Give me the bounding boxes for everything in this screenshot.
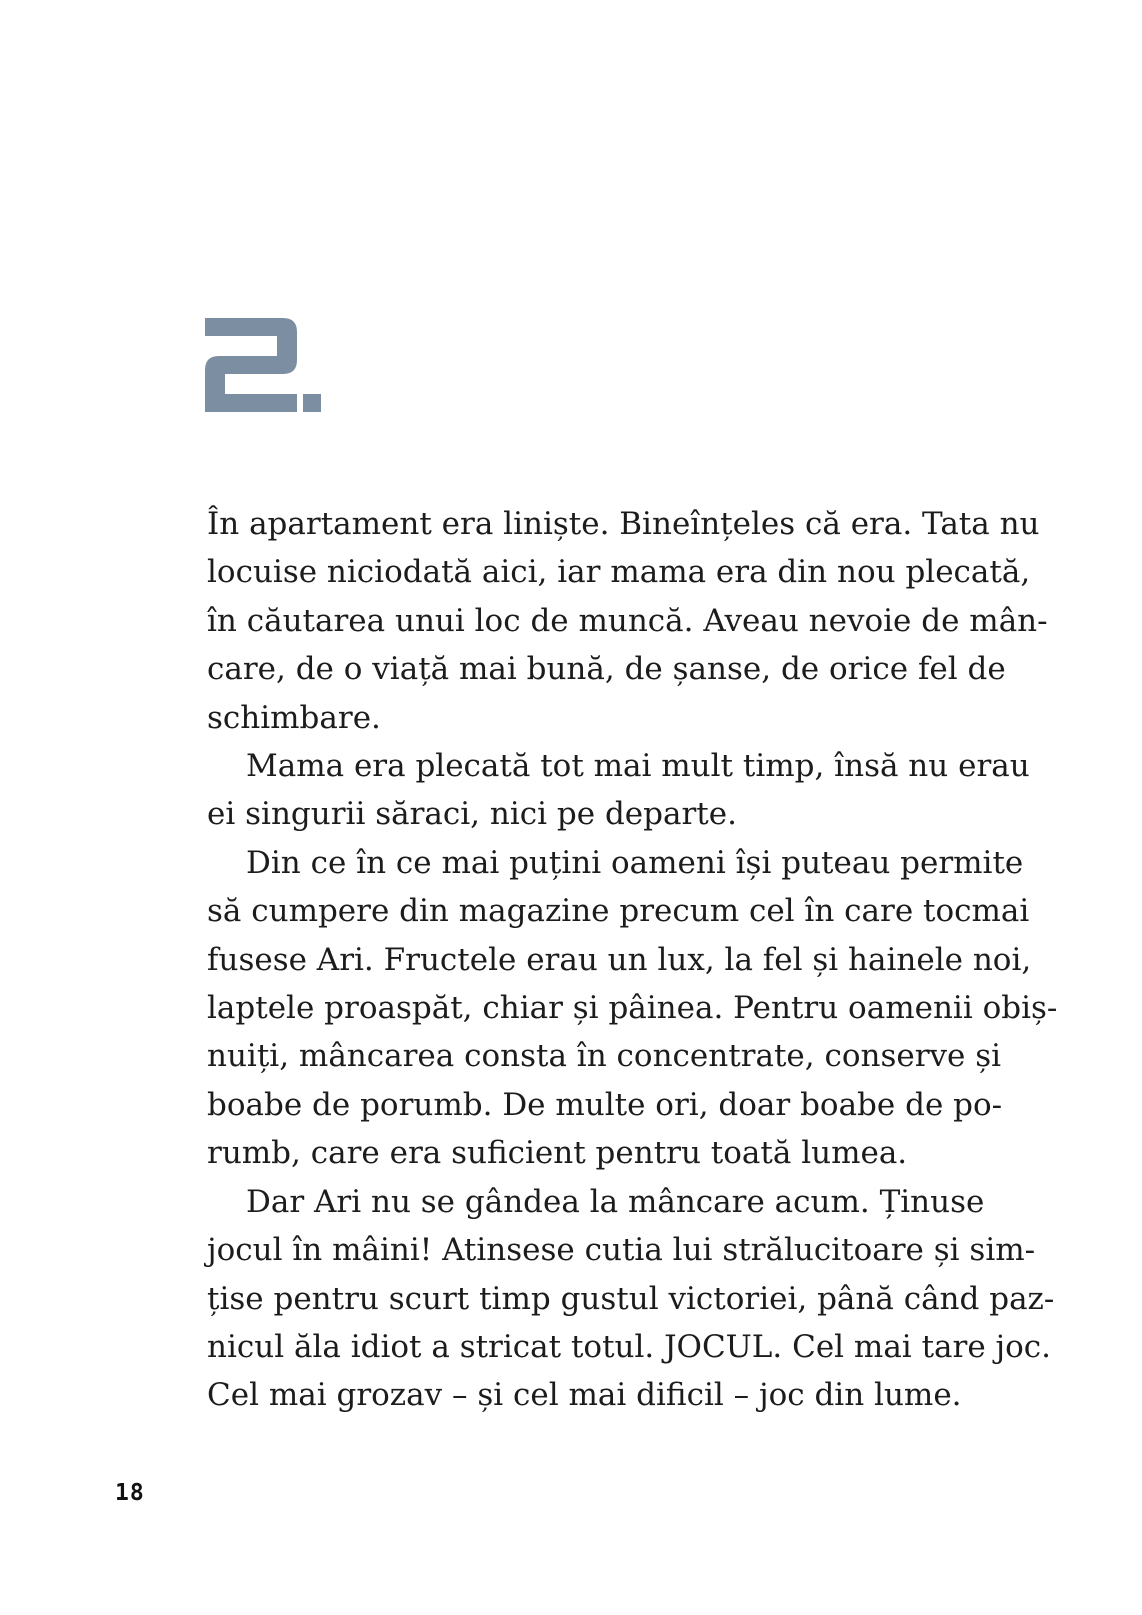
text-line: Cel mai grozav – și cel mai dificil – joc din lume. (207, 1377, 962, 1414)
text-line: jocul în mâini! Atinsese cutia lui strălucitoare și sim- (207, 1232, 1036, 1269)
text-line: rumb, care era suficient pentru toată lumea. (207, 1135, 908, 1172)
text-line: să cumpere din magazine precum cel în care tocmai (207, 893, 1030, 930)
text-line: Din ce în ce mai puțini oameni își puteau permite (246, 844, 1024, 881)
chapter-body (207, 500, 1058, 1420)
page-number: 18 (115, 1480, 145, 1506)
text-line: ei singurii săraci, nici pe departe. (207, 796, 737, 833)
text-line: care, de o viață mai bună, de șanse, de orice fel de (207, 651, 1006, 688)
text-line: Dar Ari nu se gândea la mâncare acum. Ținuse (246, 1183, 985, 1220)
chapter-digit-two (205, 318, 297, 412)
text-line: în căutarea unui loc de muncă. Aveau nevoie de mân- (207, 602, 1048, 639)
chapter-number (205, 318, 335, 418)
text-line: boabe de porumb. De multe ori, doar boabe de po- (207, 1086, 1003, 1123)
text-line: Mama era plecată tot mai mult timp, însă nu erau (246, 748, 1030, 785)
text-line: laptele proaspăt, chiar și pâinea. Pentru oamenii obiș- (207, 990, 1058, 1027)
text-line: În apartament era liniște. Bineînțeles că era. Tata nu (207, 506, 1040, 542)
text-line: fusese Ari. Fructele erau un lux, la fel și hainele noi, (207, 941, 1032, 978)
chapter-number-glyph (205, 318, 335, 418)
text-line: locuise niciodată aici, iar mama era din nou plecată, (207, 554, 1031, 591)
text-line: schimbare. (207, 699, 381, 736)
text-line: țise pentru scurt timp gustul victoriei, până când paz- (207, 1280, 1055, 1317)
chapter-period (303, 394, 321, 412)
text-line: nuiți, mâncarea consta în concentrate, conserve și (207, 1038, 1002, 1075)
text-line: nicul ăla idiot a stricat totul. JOCUL. Cel mai tare joc. (207, 1328, 1052, 1365)
